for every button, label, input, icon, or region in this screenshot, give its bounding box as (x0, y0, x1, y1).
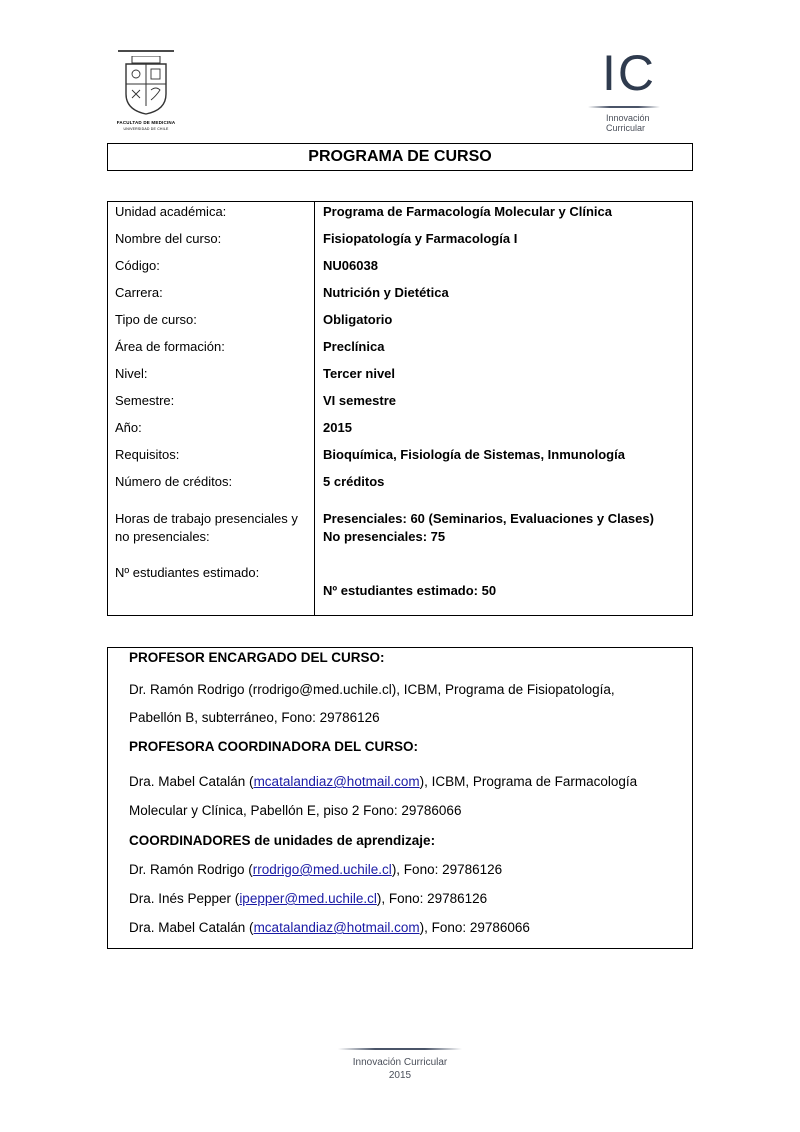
coordinator-email-link[interactable]: rrodrigo@med.uchile.cl (252, 862, 392, 877)
students-label: Nº estudiantes estimado: (115, 565, 260, 580)
info-label: Carrera: (115, 285, 163, 300)
university-name: UNIVERSIDAD DE CHILE (123, 127, 169, 131)
info-value: Programa de Farmacología Molecular y Clínica (323, 204, 612, 219)
coordinadora-line2: Molecular y Clínica, Pabellón E, piso 2 Fono: 29786066 (129, 803, 462, 818)
page-footer (338, 1048, 462, 1088)
coordinator-entry (129, 861, 502, 879)
info-value: Fisiopatología y Farmacología I (323, 231, 518, 246)
info-label: Semestre: (115, 393, 175, 408)
info-label: Tipo de curso: (115, 312, 197, 327)
students-value: Nº estudiantes estimado: 50 (323, 583, 497, 598)
units-heading (129, 832, 435, 850)
coordinadora-line1 (129, 773, 637, 791)
encargado-line2: Pabellón B, subterráneo, Fono: 29786126 (129, 710, 380, 725)
encargado-line1: Dr. Ramón Rodrigo (rrodrigo@med.uchile.cl), ICBM, Programa de Fisiopatología, (129, 682, 615, 697)
faculty-name: FACULTAD DE MEDICINA (116, 120, 176, 125)
info-value: Obligatorio (323, 312, 393, 327)
info-label: Año: (115, 420, 142, 435)
logo-text-line2: Curricular (606, 123, 646, 133)
info-value: NU06038 (323, 258, 378, 273)
hours-label-line1: Horas de trabajo presenciales y (115, 511, 298, 526)
coordinator-name: Dra. Inés Pepper ( (129, 891, 240, 906)
logo-top-rule (118, 50, 174, 52)
info-label: Área de formación: (115, 339, 225, 354)
faculty-logo (114, 50, 178, 138)
info-value: Tercer nivel (323, 366, 396, 381)
info-label: Requisitos: (115, 447, 180, 462)
coordinadora-affiliation: ), ICBM, Programa de Farmacología (419, 774, 638, 789)
coordinator-name: Dra. Mabel Catalán ( (129, 920, 254, 935)
column-divider (314, 202, 315, 615)
hours-label-line2: no presenciales: (115, 529, 210, 544)
info-value: Preclínica (323, 339, 385, 354)
info-label: Código: (115, 258, 160, 273)
units-heading-rest: de unidades de aprendizaje: (250, 833, 436, 848)
coordinadora-email-link[interactable]: mcatalandiaz@hotmail.com (253, 774, 420, 789)
info-value: VI semestre (323, 393, 396, 408)
professors-section (107, 647, 693, 949)
info-value: 5 créditos (323, 474, 385, 489)
info-value: Bioquímica, Fisiología de Sistemas, Inmunología (323, 447, 625, 462)
coordinator-email-link[interactable]: mcatalandiaz@hotmail.com (253, 920, 420, 935)
info-value: 2015 (323, 420, 352, 435)
coordinator-email-link[interactable]: ipepper@med.uchile.cl (239, 891, 377, 906)
info-label: Número de créditos: (115, 474, 233, 489)
info-label: Nivel: (115, 366, 148, 381)
info-label: Nombre del curso: (115, 231, 222, 246)
info-label: Unidad académica: (115, 204, 227, 219)
hours-value-line1: Presenciales: 60 (Seminarios, Evaluaciones y Clases) (323, 511, 654, 526)
units-heading-bold: COORDINADORES (129, 833, 251, 848)
logo-text-line1: Innovación (606, 113, 650, 123)
footer-year: 2015 (388, 1070, 412, 1081)
coordinator-entry (129, 890, 487, 908)
info-value: Nutrición y Dietética (323, 285, 449, 300)
coordinator-name: Dr. Ramón Rodrigo ( (129, 862, 253, 877)
coordinadora-heading: PROFESORA COORDINADORA DEL CURSO: (129, 739, 419, 754)
footer-text: Innovación Curricular (352, 1057, 448, 1068)
coordinator-entry (129, 919, 530, 937)
footer-rule (338, 1048, 462, 1050)
page-title: PROGRAMA DE CURSO (107, 143, 693, 171)
course-info-table (107, 201, 693, 616)
coordinator-phone: ), Fono: 29786126 (376, 891, 488, 906)
coordinadora-name: Dra. Mabel Catalán ( (129, 774, 254, 789)
coordinator-phone: ), Fono: 29786066 (419, 920, 530, 935)
innovacion-curricular-logo (588, 45, 664, 140)
coordinator-phone: ), Fono: 29786126 (391, 862, 503, 877)
encargado-heading: PROFESOR ENCARGADO DEL CURSO: (129, 650, 385, 665)
hours-value-line2: No presenciales: 75 (323, 529, 446, 544)
university-crest-icon (124, 56, 168, 116)
ic-mark: IC (602, 45, 656, 101)
logo-rule (588, 106, 660, 108)
